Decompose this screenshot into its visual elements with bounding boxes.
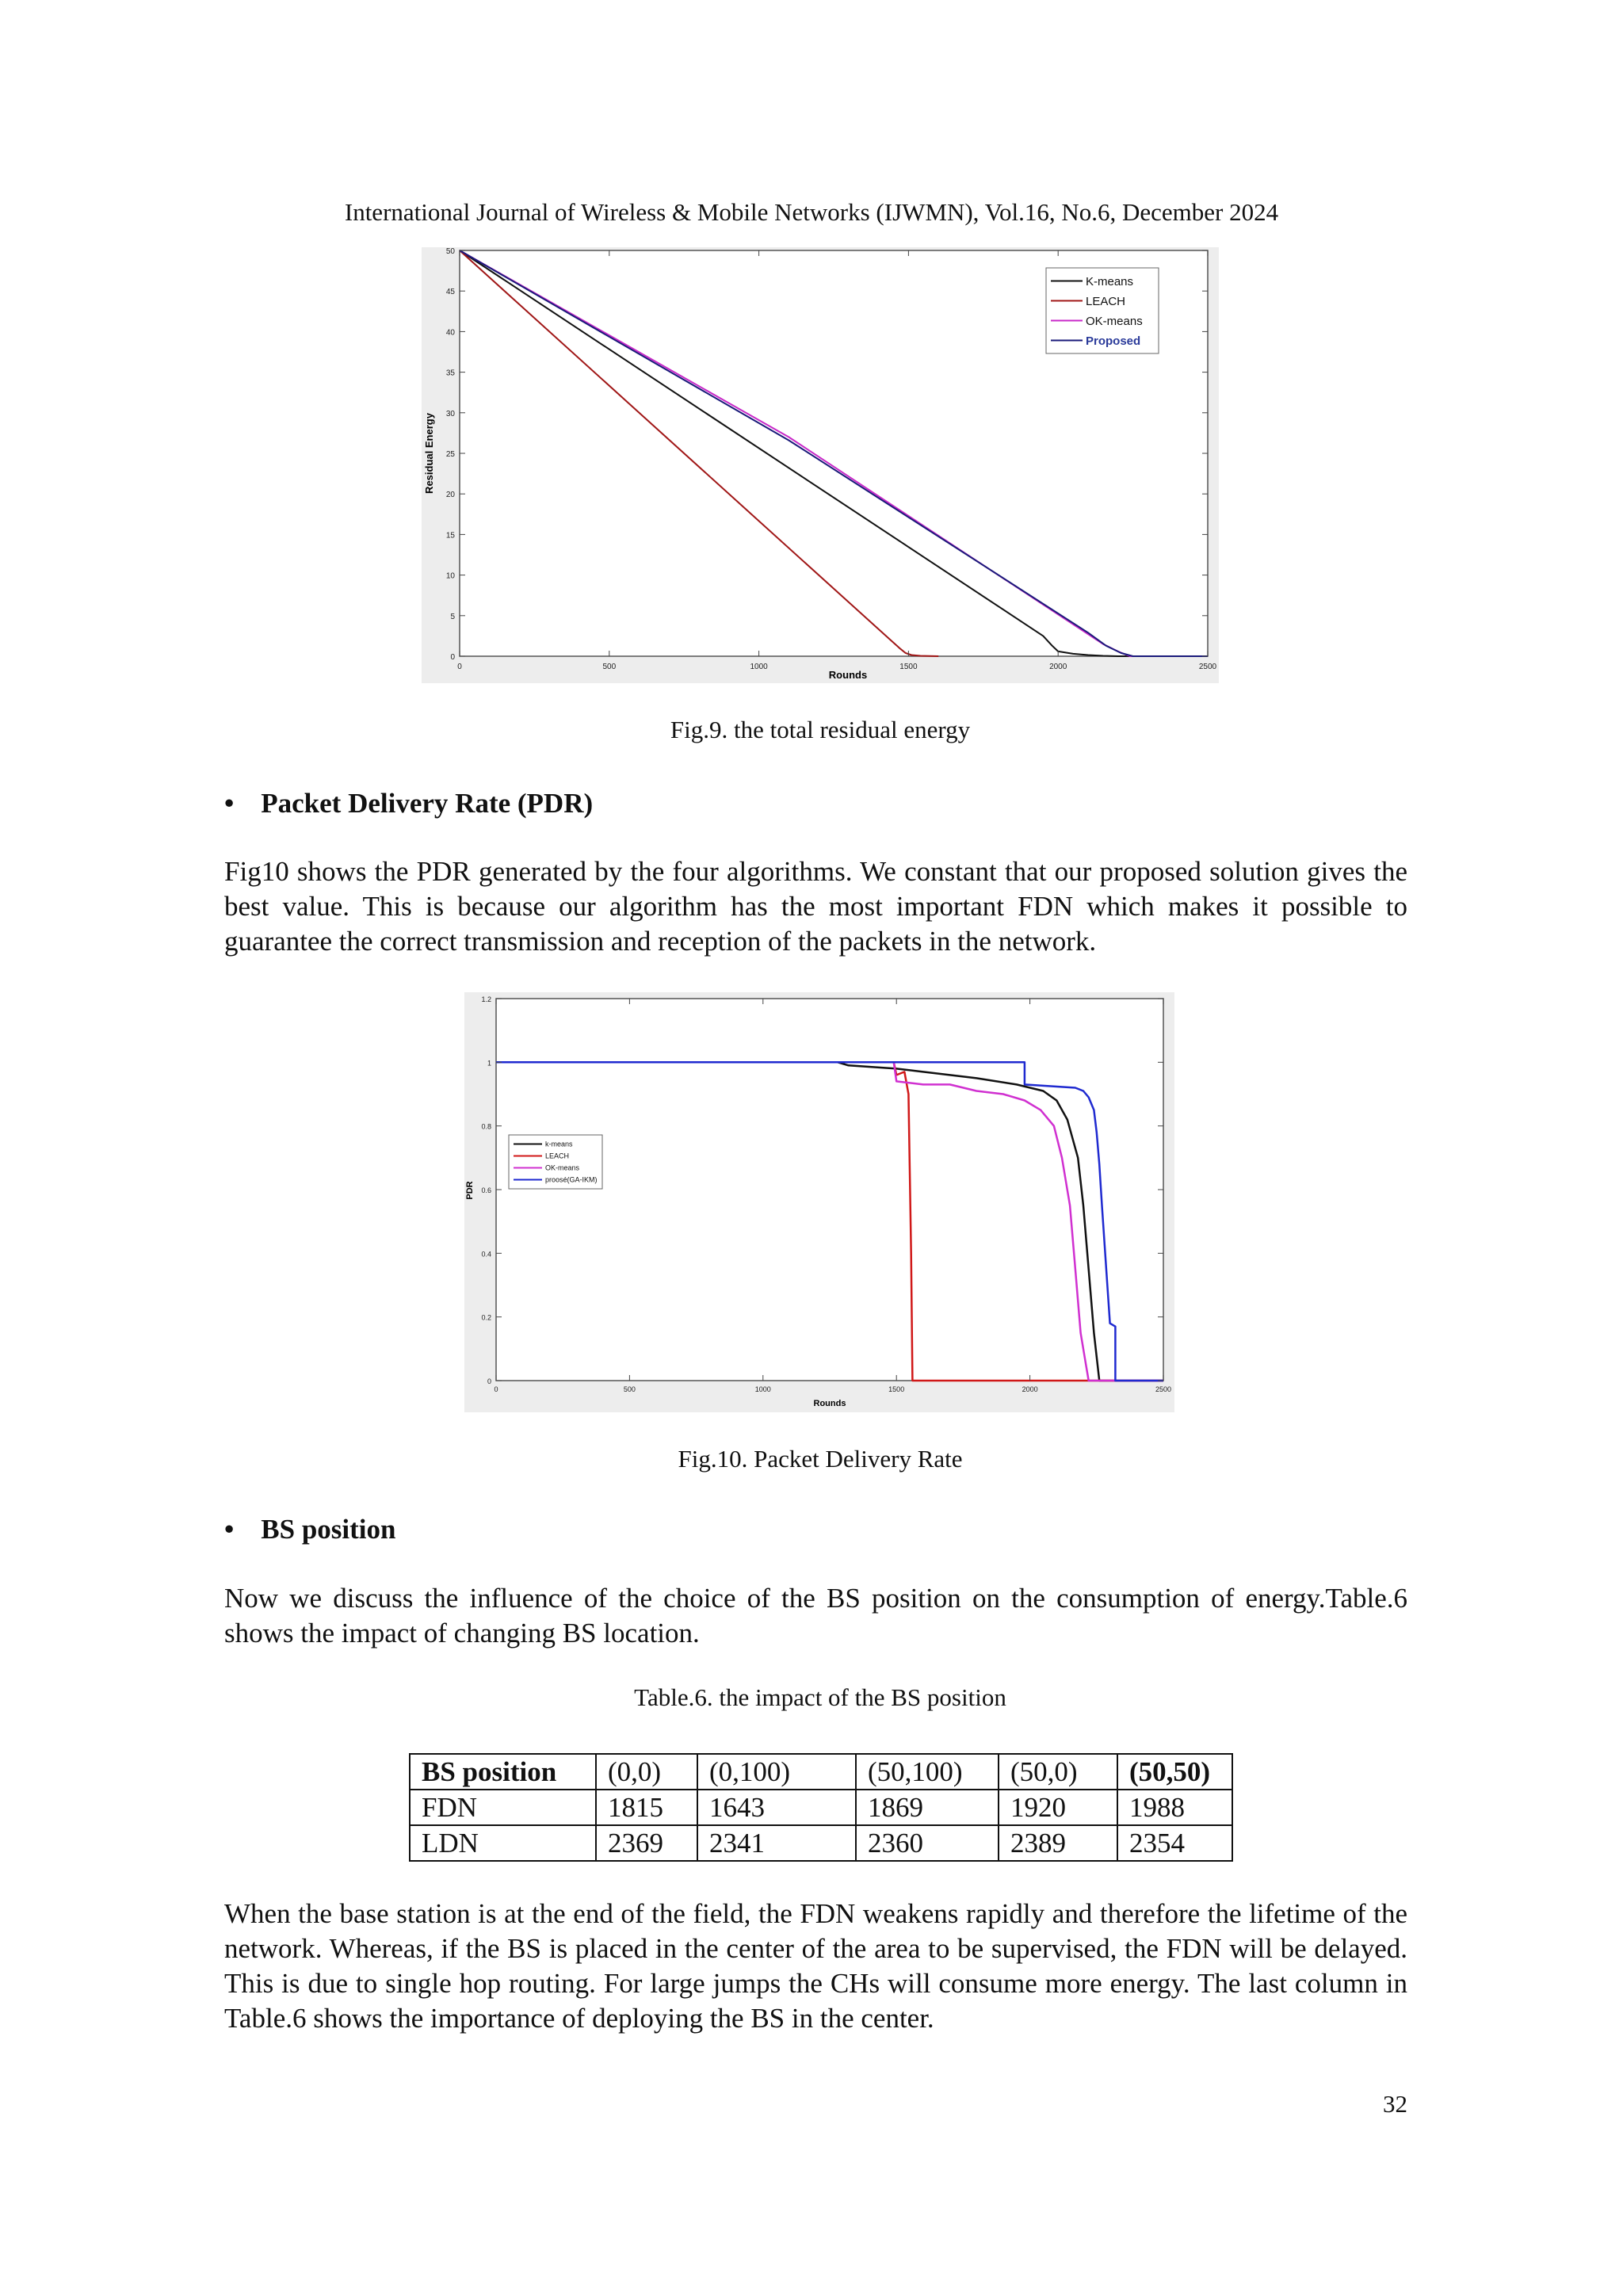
table-cell: 1920 xyxy=(999,1790,1117,1825)
fig10-y-tick-label: 0.4 xyxy=(481,1250,491,1259)
table6-caption: Table.6. the impact of the BS position xyxy=(634,1683,1006,1711)
page-number: 32 xyxy=(1383,2090,1407,2118)
fig10-x-axis-label: Rounds xyxy=(813,1399,846,1408)
fig9-y-axis-label: Residual Energy xyxy=(423,413,435,494)
fig9-y-tick-label: 25 xyxy=(445,450,455,459)
fig9-x-axis-label: Rounds xyxy=(828,669,868,681)
pdr-paragraph: Fig10 shows the PDR generated by the four algorithms. We constant that our proposed solution gives the best value. This is because our algorithm has the most important FDN which makes it possible to guarantee the correct transmission and reception of the packets in the network. xyxy=(224,856,1407,957)
table-cell: 2369 xyxy=(596,1825,697,1861)
table-header-cell: BS position xyxy=(410,1754,596,1790)
fig9-x-tick-label: 2000 xyxy=(1049,663,1067,671)
fig10-legend-label: proosé(GA-IKM) xyxy=(545,1175,598,1184)
fig9-y-tick-label: 10 xyxy=(445,571,455,581)
fig10-x-tick-label: 2000 xyxy=(1022,1385,1038,1393)
table-cell: 2354 xyxy=(1117,1825,1232,1861)
fig9-y-tick-label: 50 xyxy=(445,247,455,256)
fig10-legend xyxy=(509,1135,602,1189)
fig9-legend-label: LEACH xyxy=(1086,294,1126,308)
fig9-y-tick-label: 15 xyxy=(445,531,455,541)
fig10-y-tick-label: 0.6 xyxy=(481,1186,491,1194)
fig10-legend-label: LEACH xyxy=(545,1152,570,1160)
table-cell: 2360 xyxy=(856,1825,999,1861)
table-header-cell: (50,50) xyxy=(1117,1754,1232,1790)
table-header-cell: (50,100) xyxy=(856,1754,999,1790)
table-header-cell: (50,0) xyxy=(999,1754,1117,1790)
table-header-cell: (0,100) xyxy=(697,1754,856,1790)
fig9-x-tick-label: 500 xyxy=(602,663,617,671)
fig10-chart xyxy=(464,992,1174,1412)
table-header-cell: (0,0) xyxy=(596,1754,697,1790)
fig9-y-tick-label: 20 xyxy=(445,491,455,500)
fig9-legend xyxy=(1046,268,1159,353)
table-cell: 1869 xyxy=(856,1790,999,1825)
table-cell: LDN xyxy=(410,1825,596,1861)
fig9-legend-label: K-means xyxy=(1086,274,1134,288)
journal-header: International Journal of Wireless & Mobile Networks (IJWMN), Vol.16, No.6, December 2024 xyxy=(344,198,1279,226)
fig10-x-tick-label: 1000 xyxy=(754,1385,771,1393)
table-cell: FDN xyxy=(410,1790,596,1825)
fig9-x-tick-label: 1500 xyxy=(899,663,918,671)
fig9-caption: Fig.9. the total residual energy xyxy=(670,716,971,743)
fig10-x-tick-label: 500 xyxy=(623,1385,636,1393)
fig9-y-tick-label: 0 xyxy=(450,653,455,662)
fig10-y-tick-label: 0 xyxy=(487,1377,491,1385)
section-bs-title: BS position xyxy=(261,1514,396,1545)
fig10-x-tick-label: 2500 xyxy=(1155,1385,1172,1393)
bs-paragraph: Now we discuss the influence of the choice of the BS position on the consumption of energy.Table.6 shows the impact of changing BS location. xyxy=(224,1583,1407,1648)
fig10-y-tick-label: 0.2 xyxy=(481,1313,491,1322)
fig9-legend-label: OK-means xyxy=(1086,314,1143,328)
table6 xyxy=(409,1753,1233,1862)
table-cell: 2341 xyxy=(697,1825,856,1861)
bullet-icon: • xyxy=(224,788,235,819)
fig10-legend-label: OK-means xyxy=(545,1163,580,1172)
fig9-x-tick-label: 0 xyxy=(457,663,462,671)
fig9-x-tick-label: 2500 xyxy=(1198,663,1217,671)
fig10-legend-label: k-means xyxy=(545,1140,573,1148)
fig9-y-tick-label: 40 xyxy=(445,328,455,338)
fig10-y-tick-label: 1 xyxy=(487,1059,491,1068)
fig10-x-tick-label: 0 xyxy=(494,1385,498,1393)
fig10-y-tick-label: 0.8 xyxy=(481,1122,491,1131)
fig10-y-tick-label: 1.2 xyxy=(481,995,491,1003)
table-row xyxy=(410,1825,1232,1861)
conclusion-paragraph: When the base station is at the end of the field, the FDN weakens rapidly and therefore the lifetime of the network. Whereas, if the BS is placed in the center of the area to be supervised, the FDN will be delayed. This is due to single hop routing. For large jumps the CHs will consume more energy. The last column in Table.6 shows the importance of deploying the BS in the center. xyxy=(224,1898,1407,2034)
table-cell: 1815 xyxy=(596,1790,697,1825)
fig10-caption: Fig.10. Packet Delivery Rate xyxy=(678,1445,963,1473)
table-cell: 1988 xyxy=(1117,1790,1232,1825)
fig9-y-tick-label: 45 xyxy=(445,288,455,297)
fig10-plot-area xyxy=(496,999,1163,1381)
section-pdr-title: Packet Delivery Rate (PDR) xyxy=(261,788,594,819)
fig10-x-tick-label: 1500 xyxy=(888,1385,905,1393)
fig9-legend-label: Proposed xyxy=(1086,334,1141,348)
fig9-y-tick-label: 30 xyxy=(445,409,455,418)
section-pdr-heading xyxy=(224,788,593,819)
table-cell: 2389 xyxy=(999,1825,1117,1861)
section-bs-heading xyxy=(224,1514,395,1545)
fig9-y-tick-label: 5 xyxy=(450,612,455,621)
fig9-chart xyxy=(422,247,1219,683)
table-row xyxy=(410,1790,1232,1825)
fig10-y-axis-label: PDR xyxy=(465,1181,475,1200)
bullet-icon: • xyxy=(224,1514,235,1545)
table-cell: 1643 xyxy=(697,1790,856,1825)
fig9-y-tick-label: 35 xyxy=(445,369,455,378)
table-header-row xyxy=(410,1754,1232,1790)
fig9-x-tick-label: 1000 xyxy=(750,663,768,671)
